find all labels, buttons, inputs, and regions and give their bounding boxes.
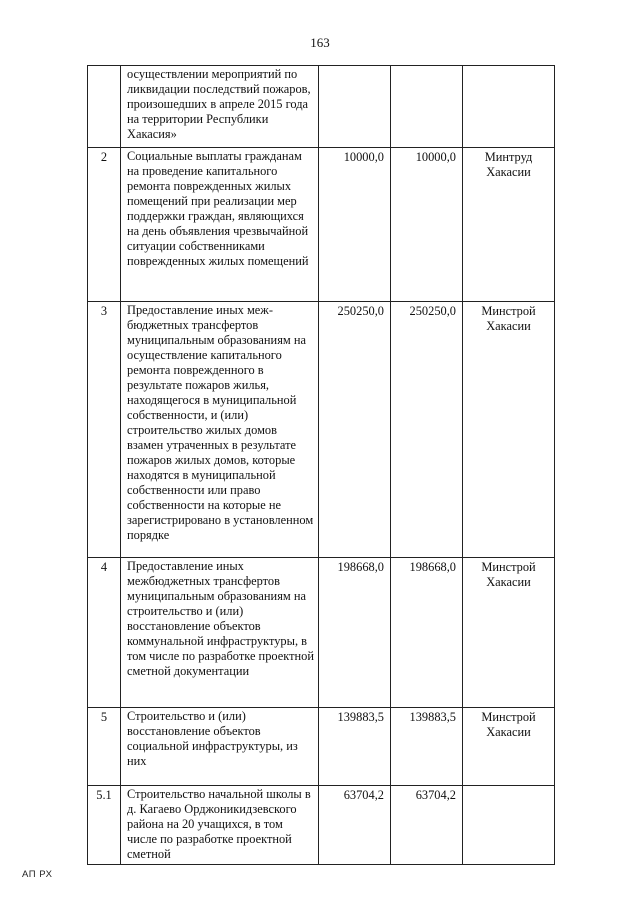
table-row: [88, 302, 555, 558]
row-value-2: 250250,0: [391, 302, 463, 558]
row-number: 5: [88, 708, 121, 786]
row-value-2: 63704,2: [391, 786, 463, 865]
table-row: [88, 148, 555, 302]
table-row: [88, 66, 555, 148]
row-number: 5.1: [88, 786, 121, 865]
row-value-1: 63704,2: [319, 786, 391, 865]
row-number: 2: [88, 148, 121, 302]
row-value-2: 10000,0: [391, 148, 463, 302]
row-responsible: [463, 786, 555, 865]
row-value-2: 198668,0: [391, 558, 463, 708]
row-responsible: Минстрой Хакасии: [463, 558, 555, 708]
table-row: [88, 708, 555, 786]
table-row: [88, 558, 555, 708]
row-number: 4: [88, 558, 121, 708]
row-description: Социальные выплаты гражданам на проведение капитального ремонта поврежденных жилых помещений при реализации мер поддержки граждан, являющихся на день объявления чрезвычайной ситуации собственниками поврежденных жилых помещений: [121, 148, 319, 302]
budget-table: [87, 65, 555, 865]
row-description: Строительство и (или) восстановление объектов социальной инфраструктуры, из них: [121, 708, 319, 786]
row-value-2: 139883,5: [391, 708, 463, 786]
row-responsible: [463, 66, 555, 148]
row-value-1: 198668,0: [319, 558, 391, 708]
row-description: осуществлении мероприятий по ликвидации последствий пожаров, произошедших в апреле 2015 года на территории Республики Хакасия»: [121, 66, 319, 148]
row-value-1: 250250,0: [319, 302, 391, 558]
row-value-2: [391, 66, 463, 148]
page-number: 163: [310, 35, 330, 50]
row-responsible: Минстрой Хакасии: [463, 302, 555, 558]
row-responsible: Минтруд Хакасии: [463, 148, 555, 302]
row-description: Предоставление иных межбюджетных трансфертов муниципальным образованиям на строительство и (или) восстановление объектов коммунальной инфраструктуры, в том числе по разработке проектной сметной документации: [121, 558, 319, 708]
row-value-1: 139883,5: [319, 708, 391, 786]
table-row: [88, 786, 555, 865]
row-description: Предоставление иных меж-бюджетных трансфертов муниципальным образованиям на осуществление капитального ремонта поврежденного в результате пожаров жилья, находящегося в муниципальной собственности, и (или) строительство жилых домов взамен утраченных в результате пожаров жилых домов, которые находятся в муниципальной собственности или право собственности на которые не зарегистрировано в установленном порядке: [121, 302, 319, 558]
row-number: 3: [88, 302, 121, 558]
row-responsible: Минстрой Хакасии: [463, 708, 555, 786]
row-description: Строительство начальной школы в д. Кагаево Орджоникидзевского района на 20 учащихся, в том числе по разработке проектной сметной: [121, 786, 319, 865]
row-value-1: 10000,0: [319, 148, 391, 302]
row-value-1: [319, 66, 391, 148]
row-number: [88, 66, 121, 148]
archive-stamp: АП РХ: [22, 869, 53, 880]
